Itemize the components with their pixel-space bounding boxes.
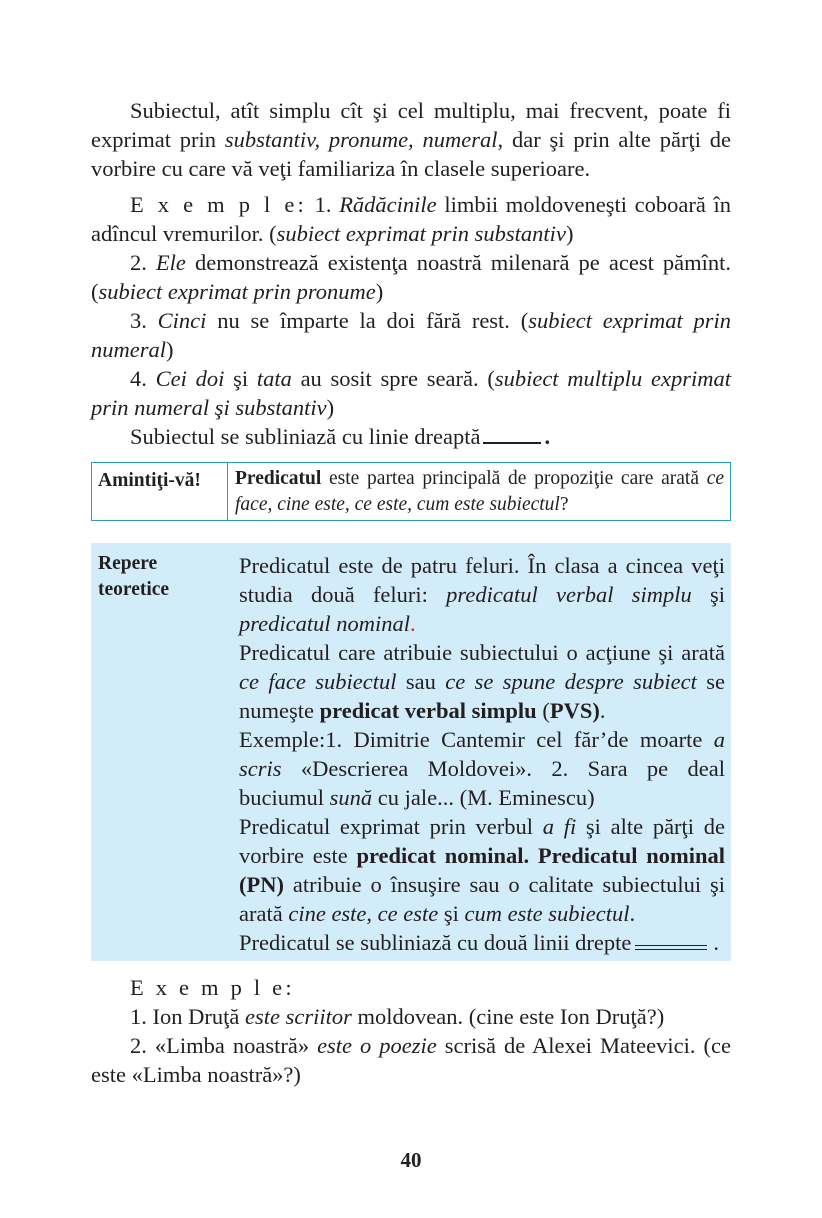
- text: 1.: [306, 192, 340, 217]
- text: şi: [691, 582, 726, 607]
- text-bold: predicat nominal. Predicatul nominal (PN): [239, 843, 725, 897]
- text: şi: [438, 901, 465, 926]
- text: scrisă de Alexei Mateevici. (ce este «Limba noastră»?): [91, 1033, 731, 1087]
- text-italic: a fi: [542, 814, 577, 839]
- text-italic: este scriitor: [244, 1004, 352, 1029]
- text-bold: predicat verbal simplu: [319, 698, 537, 723]
- text-italic: ce face subiectul: [239, 669, 397, 694]
- theory-label: [91, 551, 239, 957]
- text: 4.: [130, 366, 156, 391]
- text-italic: subiect exprimat prin substantiv: [276, 221, 566, 246]
- text-italic: cine este, ce este: [288, 901, 439, 926]
- text: cu jale... (M. Eminescu): [372, 785, 595, 810]
- text: ): [166, 337, 174, 362]
- predicate-example-1: [91, 1002, 731, 1031]
- double-line-sample: [635, 933, 707, 950]
- text: .: [410, 611, 416, 636]
- text: este partea principală de propoziţie care arată: [321, 468, 707, 489]
- text: şi alte părţi de vorbire este: [239, 814, 725, 868]
- examples-label: E x e m p l e:: [130, 192, 307, 217]
- text: .: [713, 930, 720, 955]
- text-italic: a scris: [239, 727, 725, 781]
- text: Predicatul care atribuie subiectului o acţiune şi arată: [239, 640, 725, 665]
- text-italic: Cei doi: [155, 366, 225, 391]
- predicate-example-2: [91, 1031, 731, 1089]
- subject-underline-rule: [91, 422, 731, 451]
- text-italic: substantiv, pronume, numeral: [224, 127, 498, 152]
- text: au sosit spre seară. (: [291, 366, 495, 391]
- text: ): [565, 221, 574, 246]
- text-italic: tata: [256, 366, 292, 391]
- text: Subiectul, atît simplu cît şi cel multiplu, mai frecvent, poate fi exprimat prin: [91, 98, 731, 152]
- theory-box: [91, 543, 731, 961]
- text-italic: Cinci: [157, 308, 207, 333]
- text: 2.: [130, 250, 156, 275]
- text: Exemple:1. Dimitrie Cantemir cel făr’de moarte: [239, 727, 714, 752]
- examples-label: E x e m p l e:: [130, 975, 295, 1000]
- theory-paragraph: [239, 638, 725, 725]
- example-2: [91, 248, 731, 306]
- text: .: [599, 698, 606, 723]
- text: sau: [396, 669, 446, 694]
- text: moldovean. (cine este Ion Druţă?): [351, 1004, 665, 1029]
- text: Predicatul exprimat prin verbul: [239, 814, 543, 839]
- text-italic: Rădăcinile: [339, 192, 437, 217]
- text: se numeşte: [239, 669, 725, 723]
- text: ): [375, 279, 384, 304]
- theory-label-line: teoretice: [98, 579, 170, 600]
- example-1: [91, 190, 731, 248]
- text: .: [544, 424, 551, 449]
- page-number: 40: [400, 1148, 422, 1172]
- text: «Descrierea Moldovei». 2. Sara pe deal buciumul: [239, 756, 725, 810]
- text: demonstrează existenţa noastră milenară pe acest pămînt. (: [91, 250, 731, 304]
- text: şi: [224, 366, 257, 391]
- remember-text: [228, 463, 730, 520]
- text-italic: subiect exprimat prin numeral: [91, 308, 732, 362]
- theory-paragraph: [239, 812, 725, 928]
- text-italic: sună: [329, 785, 373, 810]
- text: 1. Ion Druţă: [130, 1004, 245, 1029]
- text-italic: predicatul verbal simplu: [446, 582, 692, 607]
- text-italic: cum este subiectul: [464, 901, 630, 926]
- text-italic: ce face, cine este, ce este, cum este subiectul: [235, 468, 724, 515]
- paragraph-subject-intro: [91, 96, 731, 183]
- theory-paragraph: [239, 551, 725, 638]
- text: nu se împarte la doi fără rest. (: [206, 308, 529, 333]
- text-italic: Ele: [155, 250, 186, 275]
- text: ): [326, 395, 335, 420]
- theory-label-line: Repere: [98, 553, 158, 574]
- text: 3.: [130, 308, 158, 333]
- text: limbii moldoveneşti coboară în adîncul vremurilor. (: [91, 192, 732, 246]
- page-content: [91, 96, 731, 1089]
- text-italic: este o poezie: [317, 1033, 437, 1058]
- example-3: [91, 306, 731, 364]
- straight-line-sample: [483, 424, 541, 444]
- text: Predicatul se subliniază cu două linii drepte: [239, 930, 632, 955]
- theory-paragraph: [239, 725, 725, 812]
- text: Predicatul este de patru feluri. În clasa a cincea veţi studia două feluri:: [239, 553, 725, 607]
- text-italic: predicatul nominal: [239, 611, 411, 636]
- examples-label-2: [91, 973, 731, 1002]
- text: (: [536, 698, 550, 723]
- text: , dar şi prin alte părţi de vorbire cu care vă veţi familiariza în clasele superioare.: [91, 127, 732, 181]
- text-italic: ce se spune despre subiect: [445, 669, 697, 694]
- theory-paragraph: [239, 928, 725, 957]
- text-italic: subiect multiplu exprimat prin numeral şi substantiv: [91, 366, 732, 420]
- remember-label: Amintiţi-vă!: [92, 463, 228, 520]
- remember-box: [91, 462, 731, 521]
- text-bold: PVS): [549, 698, 600, 723]
- text: atribuie o însuşire sau o calitate subiectului şi arată: [239, 872, 725, 926]
- text: ?: [559, 494, 569, 515]
- text: .: [629, 901, 636, 926]
- theory-content: [239, 551, 731, 957]
- text: Subiectul se subliniază cu linie dreaptă: [130, 424, 481, 449]
- example-4: [91, 364, 731, 422]
- text-italic: subiect exprimat prin pronume: [98, 279, 376, 304]
- text: 2. «Limba noastră»: [130, 1033, 318, 1058]
- text-bold: Predicatul: [235, 468, 322, 489]
